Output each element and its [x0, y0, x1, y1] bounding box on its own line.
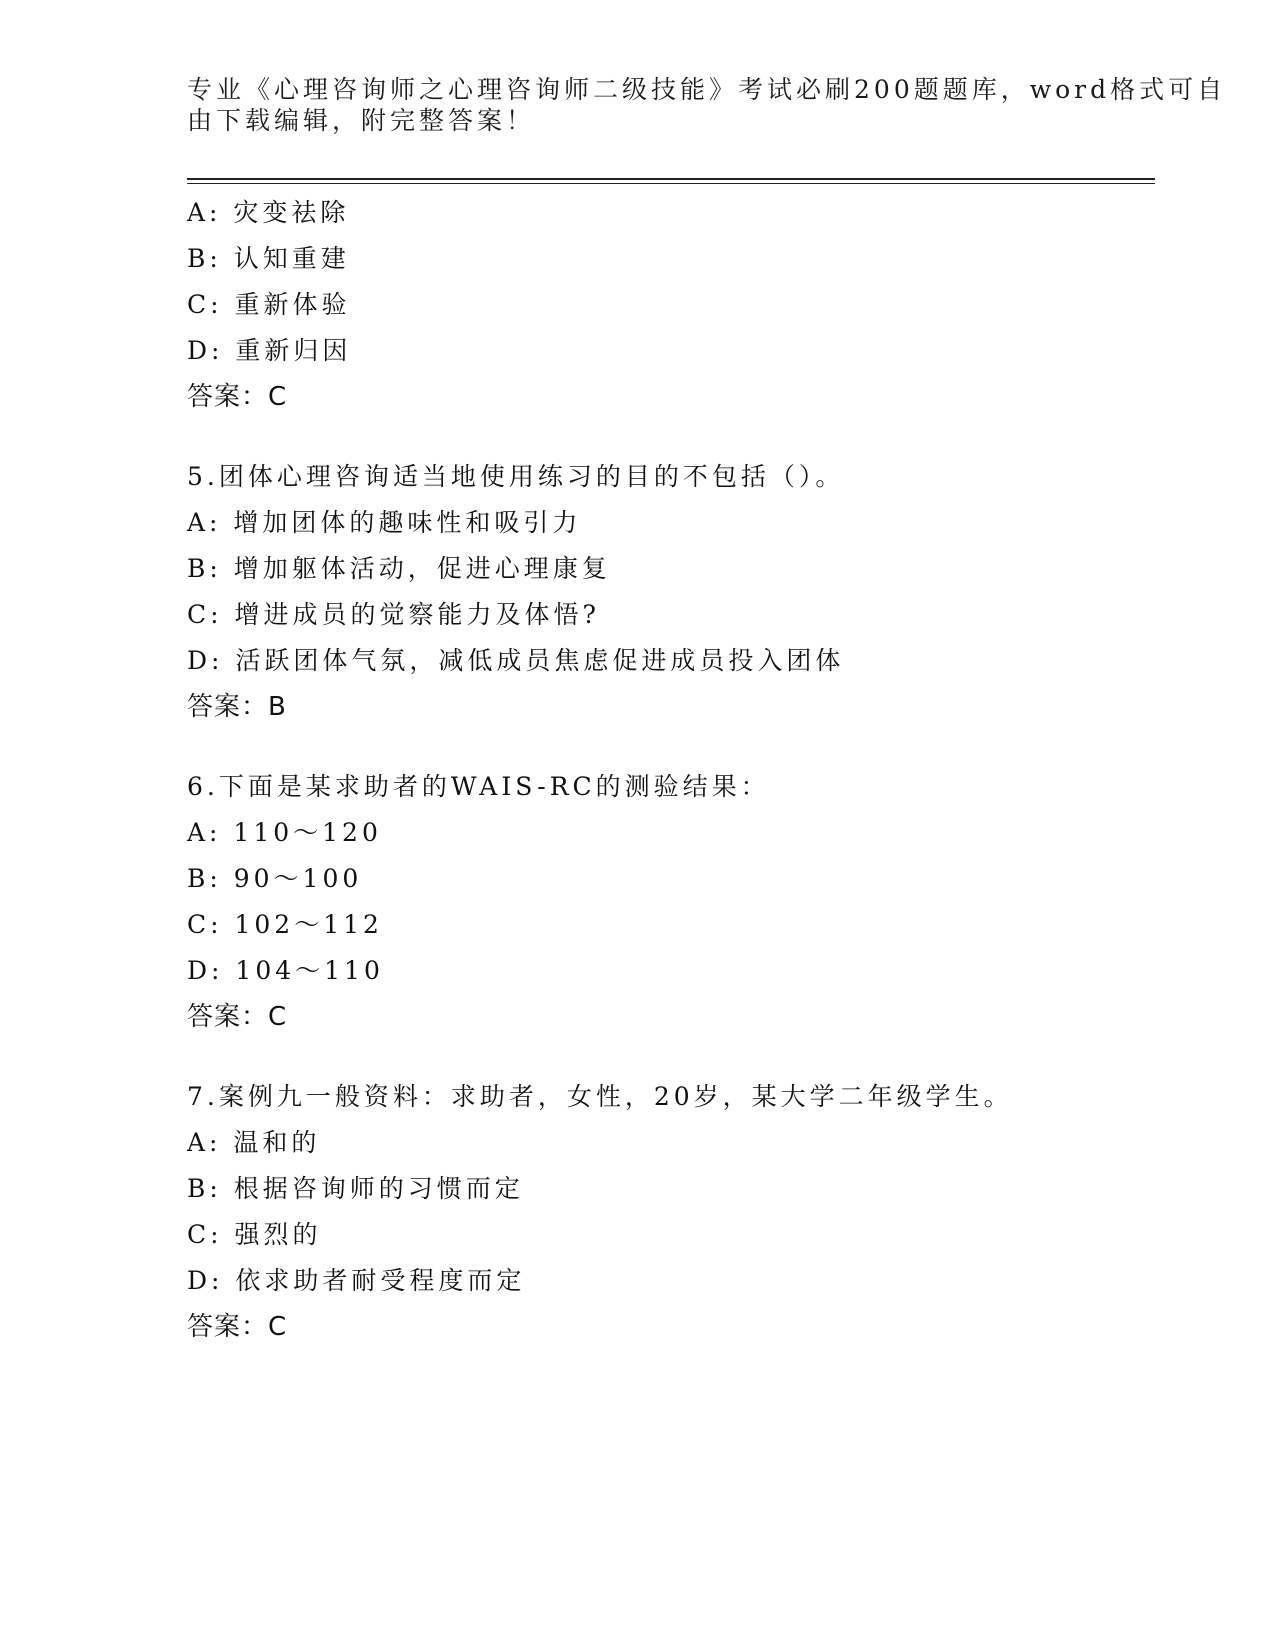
question-4 [187, 190, 1155, 420]
question-7 [187, 1074, 1155, 1350]
option-c: C: 增进成员的觉察能力及体悟? [187, 600, 600, 629]
option-d: D: 活跃团体气氛，减低成员焦虑促进成员投入团体 [187, 646, 845, 675]
header-line-2: 由下载编辑，附完整答案！ [187, 106, 536, 135]
question-list [187, 190, 1155, 1350]
option-a: A: 增加团体的趣味性和吸引力 [187, 508, 582, 537]
option-c: C: 强烈的 [187, 1220, 322, 1249]
header-divider-thin [187, 183, 1155, 184]
question-6 [187, 764, 1155, 1040]
question-stem: 5.团体心理咨询适当地使用练习的目的不包括（）。 [187, 462, 845, 491]
answer: 答案：C [187, 382, 288, 412]
answer: 答案：B [187, 692, 287, 722]
answer: 答案：C [187, 1312, 288, 1342]
option-b: B: 增加躯体活动，促进心理康复 [187, 554, 611, 583]
option-a: A: 温和的 [187, 1128, 321, 1157]
header-divider [187, 178, 1155, 180]
answer: 答案：C [187, 1002, 288, 1032]
option-b: B: 90～100 [187, 864, 363, 893]
option-d: D: 依求助者耐受程度而定 [187, 1266, 526, 1295]
option-d: D: 104～110 [187, 956, 384, 985]
question-5 [187, 454, 1155, 730]
option-c: C: 102～112 [187, 910, 383, 939]
question-stem: 6.下面是某求助者的WAIS-RC的测验结果： [187, 772, 770, 801]
document-header [187, 74, 1227, 136]
option-b: B: 认知重建 [187, 244, 350, 273]
option-a: A: 灾变祛除 [187, 198, 350, 227]
option-c: C: 重新体验 [187, 290, 351, 319]
question-stem: 7.案例九一般资料：求助者，女性，20岁，某大学二年级学生。 [187, 1082, 1013, 1111]
option-b: B: 根据咨询师的习惯而定 [187, 1174, 524, 1203]
option-d: D: 重新归因 [187, 336, 352, 365]
header-line-1: 专业《心理咨询师之心理咨询师二级技能》考试必刷200题题库，word格式可自 [187, 75, 1227, 104]
option-a: A: 110～120 [187, 818, 382, 847]
